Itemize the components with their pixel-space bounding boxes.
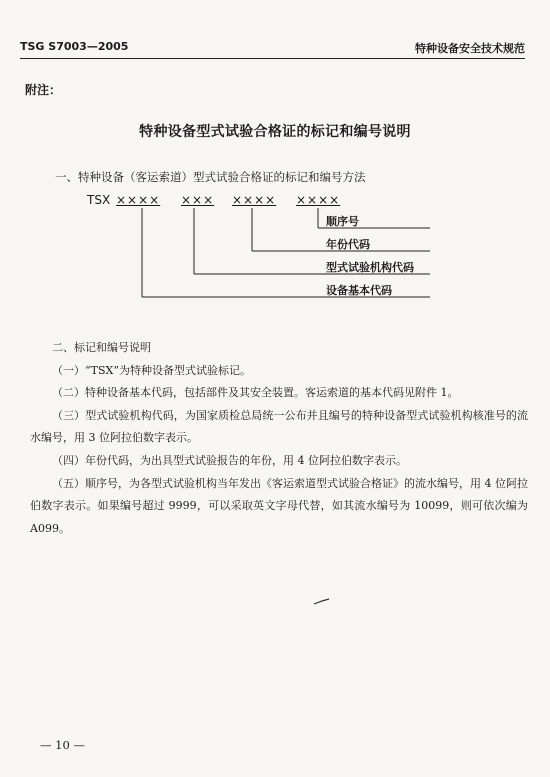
code-group-seq: ×××× [296, 193, 341, 207]
section-two-item: （一）“TSX”为特种设备型式试验标记。 [52, 363, 251, 377]
code-group-year: ×××× [232, 193, 277, 207]
code-prefix: TSX [87, 193, 111, 207]
label-org-code: 型式试验机构代码 [326, 261, 414, 274]
section-two-item: （五）顺序号，为各型式试验机构当年发出《客运索道型式试验合格证》的流水编号，用 4 位阿拉伯数字表示。如果编号超过 9999，可以采取英文字母代替，如其流水编号为 10099，则可依次编为 A099。 [30, 476, 528, 535]
code-group-org: ××× [181, 193, 215, 207]
section-one-heading: 一、特种设备（客运索道）型式试验合格证的标记和编号方法 [55, 170, 366, 184]
label-base-code: 设备基本代码 [326, 284, 392, 297]
pen-mark [313, 598, 331, 606]
section-two-item: （四）年份代码，为出具型式试验报告的年份，用 4 位阿拉伯数字表示。 [52, 453, 407, 467]
note-label: 附注： [25, 83, 62, 97]
code-group-base: ×××× [116, 193, 161, 207]
document-title: 特种设备型式试验合格证的标记和编号说明 [139, 124, 411, 140]
section-two-heading: 二、标记和编号说明 [52, 341, 151, 354]
page-number: — 10 — [40, 738, 85, 752]
section-two-item: （三）型式试验机构代码，为国家质检总局统一公布并且编号的特种设备型式试验机构核准号的流水编号，用 3 位阿拉伯数字表示。 [30, 408, 528, 445]
standard-code: TSG S7003—2005 [20, 40, 129, 53]
label-year-code: 年份代码 [326, 238, 370, 251]
section-two-item: （二）特种设备基本代码，包括部件及其安全装置。客运索道的基本代码见附件 1。 [52, 386, 459, 400]
section-two [30, 337, 528, 540]
label-sequence-number: 顺序号 [326, 215, 359, 228]
header-title: 特种设备安全技术规范 [415, 42, 525, 55]
